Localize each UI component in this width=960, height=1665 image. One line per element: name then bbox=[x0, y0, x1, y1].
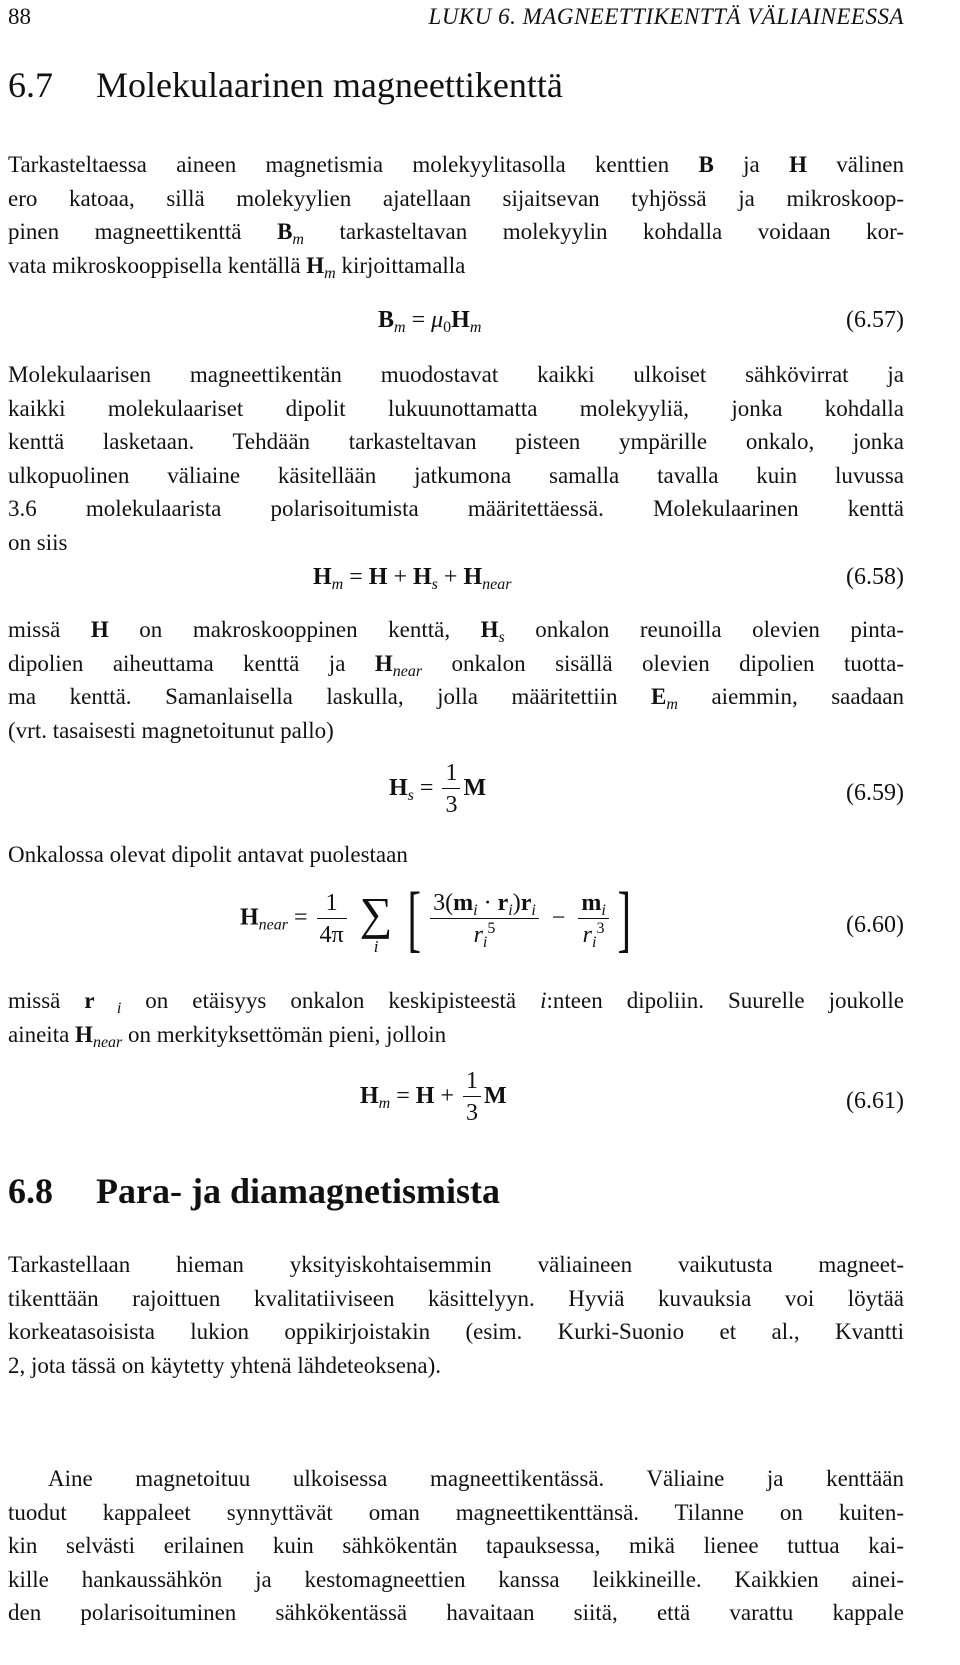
equation-6-59 bbox=[8, 758, 904, 828]
text-line: Tarkastellaan hieman yksityiskohtaisemmin väliaineen vaikutusta magneet- bbox=[8, 1252, 904, 1277]
paragraph-7 bbox=[8, 1462, 904, 1630]
equation-6-61 bbox=[8, 1066, 904, 1136]
text-line: kin selvästi erilainen kuin sähkökentän tapauksessa, mikä lienee tuttua kai- bbox=[8, 1533, 904, 1558]
text-line: ero katoaa, sillä molekyylien ajatellaan sijaitsevan tyhjössä ja mikroskoop- bbox=[8, 185, 904, 211]
text-line: pinen magneettikenttä $B_m$ tarkasteltavan molekyylin kohdalla voidaan kor- bbox=[8, 219, 904, 248]
fraction: $\frac{1}{3}$ bbox=[442, 758, 460, 821]
paragraph-5 bbox=[8, 984, 904, 1051]
paragraph-2 bbox=[8, 358, 904, 559]
paragraph-3 bbox=[8, 613, 904, 747]
text-line: missä r $_i$ on etäisyys onkalon keskipisteestä i:nteen dipoliin. Suurelle joukolle bbox=[8, 988, 904, 1017]
fraction: $\frac{1}{3}$ bbox=[463, 1066, 481, 1129]
text-line: 2, jota tässä on käytetty yhtenä lähdeteoksena). bbox=[8, 1352, 442, 1378]
running-head bbox=[8, 4, 904, 34]
paragraph-4 bbox=[8, 838, 904, 872]
text-line: 3.6 molekulaarista polarisoitumista määritettäessä. Molekulaarinen kenttä bbox=[8, 496, 904, 521]
equation-number: (6.57) bbox=[846, 307, 904, 333]
text-line: kenttä lasketaan. Tehdään tarkasteltavan pisteen ympärille onkalo, jonka bbox=[8, 429, 904, 454]
equation-number: (6.59) bbox=[846, 780, 904, 806]
section-title: Para- ja diamagnetismista bbox=[96, 1171, 500, 1211]
text-line: on siis bbox=[8, 529, 68, 555]
fraction: $\frac{1}{4\pi}$ bbox=[317, 888, 347, 951]
text-line: vata mikroskooppisella kentällä $H_m$ kirjoittamalla bbox=[8, 252, 466, 282]
equation-6-60 bbox=[8, 878, 904, 982]
text-line: ma kenttä. Samanlaisella laskulla, jolla määritettiin $E_m$ aiemmin, saadaan bbox=[8, 684, 904, 713]
text-line: missä H on makroskooppinen kenttä, $H_s$ onkalon reunoilla olevien pinta- bbox=[8, 617, 904, 646]
fraction: $\frac{m_i}{r_i^3}$ bbox=[578, 888, 608, 951]
section-number: 6.7 bbox=[8, 65, 53, 105]
text-line: Molekulaarisen magneettikentän muodostavat kaikki ulkoiset sähkövirrat ja bbox=[8, 362, 904, 387]
text-line: Aine magnetoituu ulkoisessa magneettikentässä. Väliaine ja kenttään bbox=[48, 1466, 904, 1491]
text-line: dipolien aiheuttama kenttä ja $H_{near}$ onkalon sisällä olevien dipolien tuotta- bbox=[8, 650, 904, 680]
text-line: Tarkasteltaessa aineen magnetismia molekyylitasolla kenttien B ja H välinen bbox=[8, 152, 904, 177]
section-heading-6-8 bbox=[8, 1170, 500, 1212]
text-line: tikenttään rajoittuen kvalitatiiviseen käsittelyyn. Hyviä kuvauksia voi löytää bbox=[8, 1285, 904, 1311]
chapter-title: LUKU 6. MAGNEETTIKENTTÄ VÄLIAINEESSA bbox=[428, 4, 904, 29]
text-line: korkeatasoisista lukion oppikirjoistakin (esim. Kurki-Suonio et al., Kvantti bbox=[8, 1319, 904, 1344]
summation-sign: ∑ i bbox=[359, 888, 393, 956]
equation-body: $B_m = \mu_0H_m$ bbox=[378, 307, 482, 336]
fraction: $\frac{3(m_i \cdot r_i)r_i}{r_i^5}$ bbox=[430, 888, 539, 951]
text-line: den polarisoituminen sähkökentässä havaitaan siitä, että varattu kappale bbox=[8, 1600, 904, 1625]
equation-number: (6.61) bbox=[846, 1088, 904, 1114]
section-number: 6.8 bbox=[8, 1171, 53, 1211]
equation-body: $H_s$ = $\frac{1}{3}$ M bbox=[389, 758, 486, 821]
section-title: Molekulaarinen magneettikenttä bbox=[96, 65, 563, 105]
equation-number: (6.60) bbox=[846, 912, 904, 938]
text-line: (vrt. tasaisesti magnetoitunut pallo) bbox=[8, 717, 334, 743]
equation-number: (6.58) bbox=[846, 564, 904, 590]
paragraph-1 bbox=[8, 148, 904, 282]
text-line: Onkalossa olevat dipolit antavat puolestaan bbox=[8, 842, 408, 867]
paragraph-6 bbox=[8, 1248, 904, 1382]
right-bracket: ] bbox=[617, 878, 631, 960]
text-line: kaikki molekulaariset dipolit lukuunottamatta molekyyliä, jonka kohdalla bbox=[8, 395, 904, 421]
text-line: kille hankaussähkön ja kestomagneettien kanssa leikkineille. Kaikkien ainei- bbox=[8, 1566, 904, 1592]
page-number: 88 bbox=[8, 4, 31, 29]
left-bracket: [ bbox=[408, 878, 422, 960]
equation-body: $H_m = H + H_s + H_{near}$ bbox=[313, 564, 512, 593]
section-heading-6-7 bbox=[8, 64, 563, 106]
text-line: tuodut kappaleet synnyttävät oman magneettikenttänsä. Tilanne on kuiten- bbox=[8, 1499, 904, 1525]
text-line: ulkopuolinen väliaine käsitellään jatkumona samalla tavalla kuin luvussa bbox=[8, 462, 904, 488]
text-line: aineita $H_{near}$ on merkityksettömän pieni, jolloin bbox=[8, 1021, 447, 1051]
equation-body: $H_{near}$ = $\frac{1}{4\pi}$ ∑ i [ $\frac{3(m_i \cdot r_i)r_i}{r_i^5}$ − $\frac{m_i}{r_i^3}$ ] bbox=[240, 878, 631, 960]
equation-body: $H_m = H$ + $\frac{1}{3}$ M bbox=[360, 1066, 507, 1129]
